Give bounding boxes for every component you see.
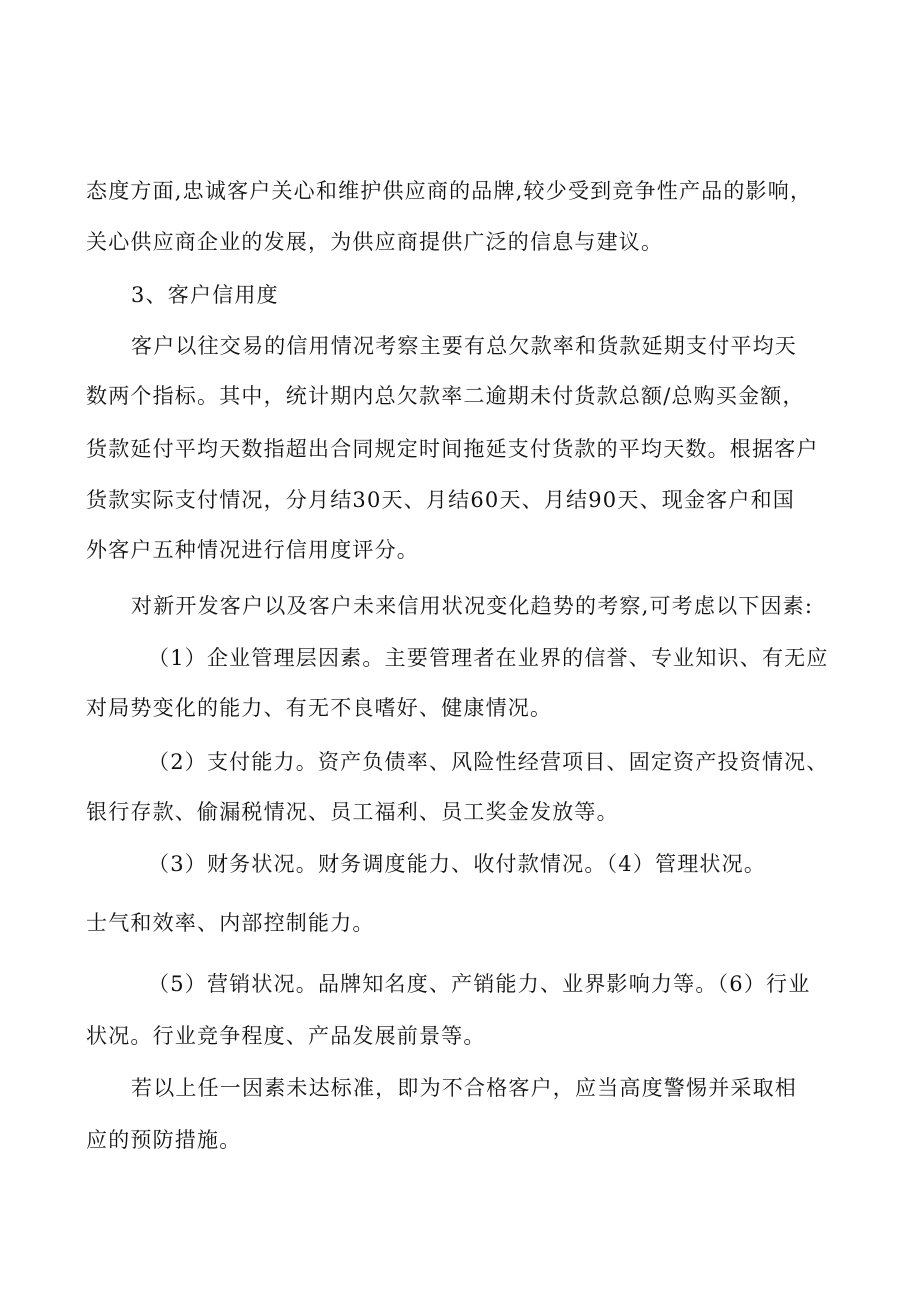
text-line-18: 若以上任一因素未达标准，即为不合格客户，应当高度警惕并采取相 [131, 1076, 797, 1100]
text-line-11: 对局势变化的能力、有无不良嗜好、健康情况。 [86, 696, 553, 720]
text-line-8: 外客户五种情况进行信用度评分。 [86, 538, 419, 562]
text-line-14: （3）财务状况。财务调度能力、收付款情况。（4）管理状况。 [148, 852, 767, 876]
text-line-13: 银行存款、偷漏税情况、员工福利、员工奖金发放等。 [86, 800, 619, 824]
text-line-1: 态度方面,忠诚客户关心和维护供应商的品牌,较少受到竞争性产品的影响， [86, 179, 813, 203]
text-line-17: 状况。行业竞争程度、产品发展前景等。 [86, 1024, 486, 1048]
text-line-6: 货款延付平均天数指超出合同规定时间拖延支付货款的平均天数。根据客户 [86, 437, 819, 461]
section-heading: 3、客户信用度 [131, 283, 279, 307]
text-line-12: （2）支付能力。资产负债率、风险性经营项目、固定资产投资情况、 [148, 750, 829, 774]
text-line-19: 应的预防措施。 [86, 1128, 242, 1152]
text-line-9: 对新开发客户以及客户未来信用状况变化趋势的考察,可考虑以下因素: [131, 594, 814, 618]
text-line-5: 数两个指标。其中，统计期内总欠款率二逾期未付货款总额/总购买金额， [86, 384, 805, 408]
text-line-15: 士气和效率、内部控制能力。 [86, 911, 375, 935]
text-line-16: （5）营销状况。品牌知名度、产销能力、业界影响力等。（6）行业 [148, 972, 811, 996]
text-line-7: 货款实际支付情况，分月结30天、月结60天、月结90天、现金客户和国 [86, 488, 795, 512]
text-line-4: 客户以往交易的信用情况考察主要有总欠款率和货款延期支付平均天 [131, 334, 797, 358]
text-line-10: （1）企业管理层因素。主要管理者在业界的信誉、专业知识、有无应 [148, 646, 829, 670]
text-line-2: 关心供应商企业的发展，为供应商提供广泛的信息与建议。 [86, 230, 664, 254]
